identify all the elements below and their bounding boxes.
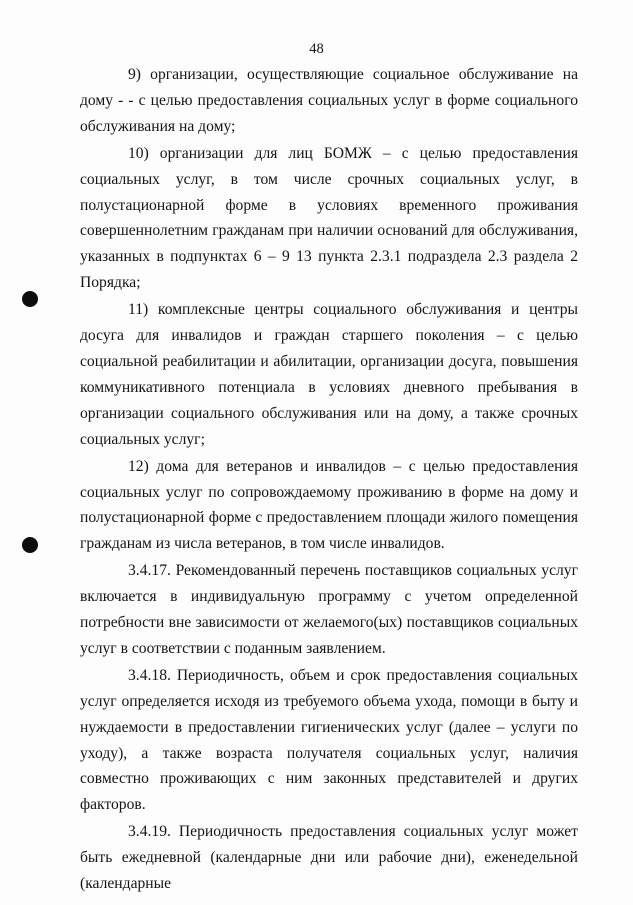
page-number: 48 bbox=[309, 41, 324, 57]
paragraph-clause-3-4-19: 3.4.19. Периодичность предоставления социальных услуг может быть ежедневной (календарные дни или рабочие дни), еженедельной (календарные bbox=[80, 823, 578, 893]
binder-hole-top bbox=[22, 291, 38, 307]
paragraph-item-10: 10) организации для лиц БОМЖ – с целью предоставления социальных услуг, в том числе срочных социальных услуг, в полустационарной форме в условиях временного проживания совершеннолетним гражданам при наличии оснований для обслуживания, указанных в подпунктах 6 – 9 13 пункта 2.3.1 подраздела 2.3 раздела 2 Порядка; bbox=[80, 144, 578, 292]
paragraph-item-11: 11) комплексные центры социального обслуживания и центры досуга для инвалидов и граждан старшего поколения – с целью социальной реабилитации и абилитации, организации досуга, повышения коммуникативного потенциала в условиях дневного пребывания в организации социального обслуживания или на дому, а также срочных социальных услуг; bbox=[80, 301, 578, 448]
binder-hole-bottom bbox=[22, 537, 38, 553]
paragraph-clause-3-4-17: 3.4.17. Рекомендованный перечень поставщиков социальных услуг включается в индивидуальную программу с учетом определенной потребности вне зависимости от желаемого(ых) поставщиков социальных услуг в соответствии с поданным заявлением. bbox=[80, 562, 578, 657]
paragraph-item-9: 9) организации, осуществляющие социальное обслуживание на дому - - с целью предоставления социальных услуг в форме социального обслуживания на дому; bbox=[80, 66, 578, 135]
document-body bbox=[80, 62, 578, 897]
paragraph-clause-3-4-18: 3.4.18. Периодичность, объем и срок предоставления социальных услуг определяется исходя из требуемого объема ухода, помощи в быту и нуждаемости в предоставлении гигиенических услуг (далее – услуги по уходу), а также возраста получателя социальных услуг, наличия совместно проживающих с ним законных представителей и других факторов. bbox=[80, 666, 578, 814]
paragraph-item-12: 12) дома для ветеранов и инвалидов – с целью предоставления социальных услуг по сопровождаемому проживанию в форме на дому и полустационарной форме с предоставлением площади жилого помещения гражданам из числа ветеранов, в том числе инвалидов. bbox=[80, 457, 578, 553]
